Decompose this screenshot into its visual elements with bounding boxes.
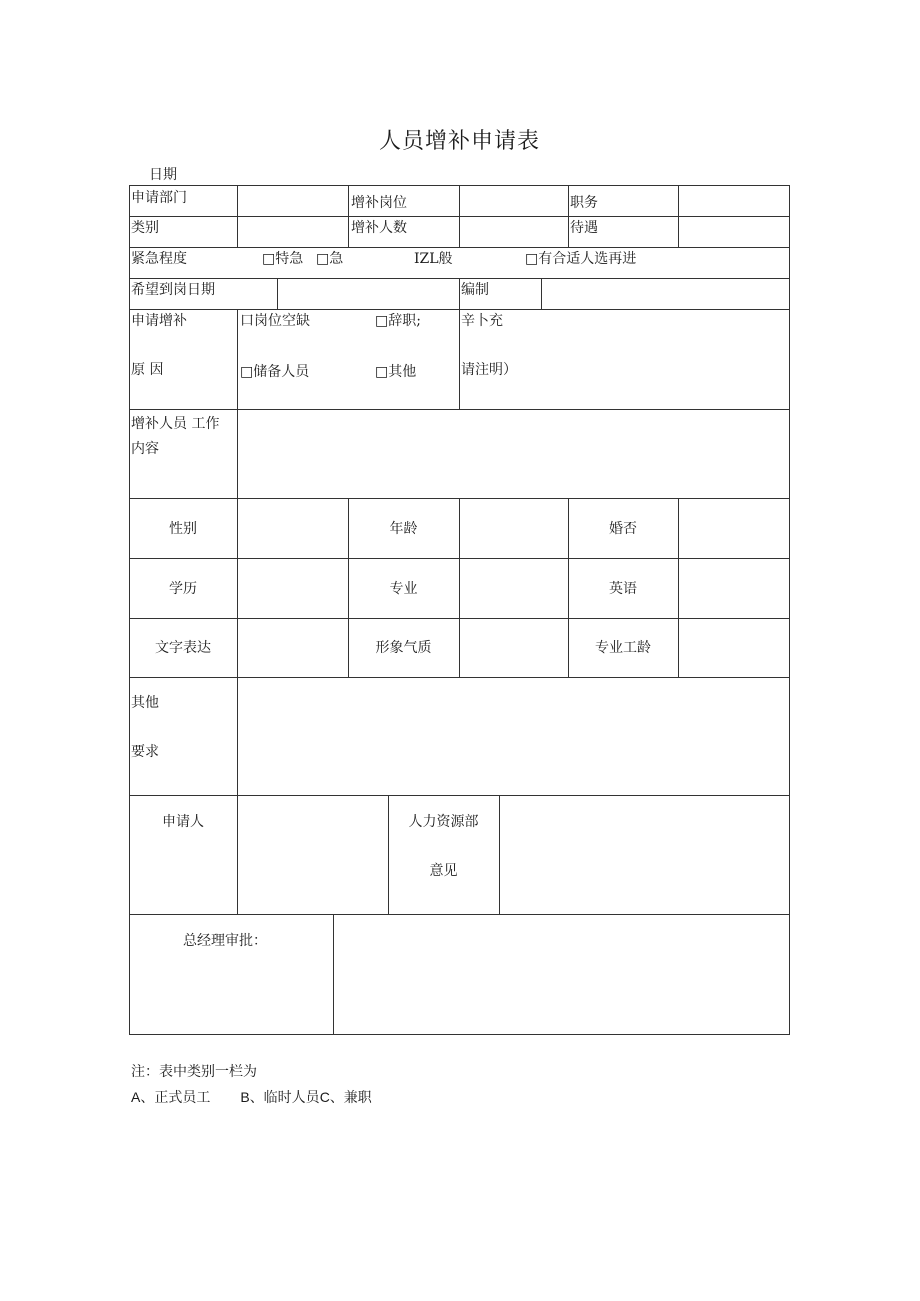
category-label: 类别	[131, 220, 159, 236]
dept-field[interactable]	[238, 186, 347, 215]
note-line2	[131, 1089, 372, 1106]
work-content-field[interactable]	[238, 410, 788, 497]
gm-approval-field[interactable]	[334, 915, 788, 1033]
work-content-label-line2: 内容	[131, 441, 159, 457]
reason-supplement-line2: 请注明）	[461, 362, 517, 378]
urgency-option-urgent[interactable]: □急	[316, 251, 344, 267]
arrival-date-field[interactable]	[278, 279, 458, 308]
reason-option-other[interactable]: □其他	[375, 364, 417, 380]
treatment-label: 待遇	[570, 220, 598, 236]
image-field[interactable]	[460, 619, 567, 676]
note-line1: 注：表中类别一栏为	[131, 1064, 257, 1080]
hr-opinion-label-line2: 意见	[429, 863, 458, 879]
urgency-label: 紧急程度	[131, 251, 187, 267]
count-label: 增补人数	[351, 220, 407, 236]
other-req-field[interactable]	[238, 678, 788, 794]
treatment-field[interactable]	[679, 217, 788, 246]
other-req-label-line2: 要求	[131, 744, 159, 760]
arrival-date-label: 希望到岗日期	[131, 282, 215, 298]
urgency-option-special[interactable]: □特急	[262, 251, 304, 267]
gender-label: 性别	[169, 521, 197, 537]
note-b-letter: B	[240, 1089, 250, 1105]
urgency-option-wait[interactable]: □有合适人选再进	[525, 251, 637, 267]
note-a-letter: A	[131, 1089, 141, 1105]
english-field[interactable]	[679, 559, 788, 617]
work-content-label-line1: 增补人员 工作	[131, 416, 220, 432]
date-label: 日期	[149, 167, 177, 183]
note-a-text: 、正式员工	[140, 1090, 211, 1106]
gm-approval-label: 总经理审批：	[183, 933, 267, 949]
major-field[interactable]	[460, 559, 567, 617]
english-label: 英语	[609, 581, 637, 597]
duty-label: 职务	[570, 195, 598, 211]
reason-label-line2: 原 因	[131, 362, 164, 378]
age-label: 年龄	[389, 521, 418, 537]
reason-option-resign[interactable]: □辞职;	[375, 313, 421, 329]
category-field[interactable]	[238, 217, 347, 246]
hr-opinion-field[interactable]	[500, 796, 788, 913]
hr-opinion-label-line1: 人力资源部	[408, 814, 479, 830]
duty-field[interactable]	[679, 186, 788, 215]
major-label: 专业	[389, 581, 418, 597]
urgency-option-general[interactable]: IZL般	[414, 251, 453, 267]
applicant-field[interactable]	[238, 796, 387, 913]
form-title: 人员增补申请表	[379, 129, 541, 154]
note-c-text: 、兼职	[329, 1090, 372, 1106]
dept-label: 申请部门	[131, 190, 187, 206]
experience-label: 专业工龄	[595, 640, 651, 656]
position-label: 增补岗位	[351, 195, 407, 211]
other-req-label-line1: 其他	[131, 695, 159, 711]
reason-option-reserve[interactable]: □储备人员	[240, 364, 310, 380]
staffing-field[interactable]	[542, 279, 788, 308]
note-b-text: 、临时人员	[249, 1090, 320, 1106]
image-label: 形象气质	[375, 640, 432, 656]
reason-label-line1: 申请增补	[131, 313, 187, 329]
note-c-letter: C	[319, 1089, 330, 1105]
writing-label: 文字表达	[155, 640, 211, 656]
reason-option-vacancy[interactable]: 口岗位空缺	[240, 313, 310, 329]
applicant-label: 申请人	[162, 814, 204, 830]
staffing-label: 编制	[461, 282, 489, 298]
reason-supplement-line1: 辛卜充	[461, 313, 503, 329]
gender-field[interactable]	[238, 499, 347, 557]
count-field[interactable]	[460, 217, 567, 246]
age-field[interactable]	[460, 499, 567, 557]
experience-field[interactable]	[679, 619, 788, 676]
marital-field[interactable]	[679, 499, 788, 557]
writing-field[interactable]	[238, 619, 347, 676]
education-field[interactable]	[238, 559, 347, 617]
position-field[interactable]	[460, 186, 567, 215]
marital-label: 婚否	[609, 521, 637, 537]
education-label: 学历	[169, 581, 197, 597]
